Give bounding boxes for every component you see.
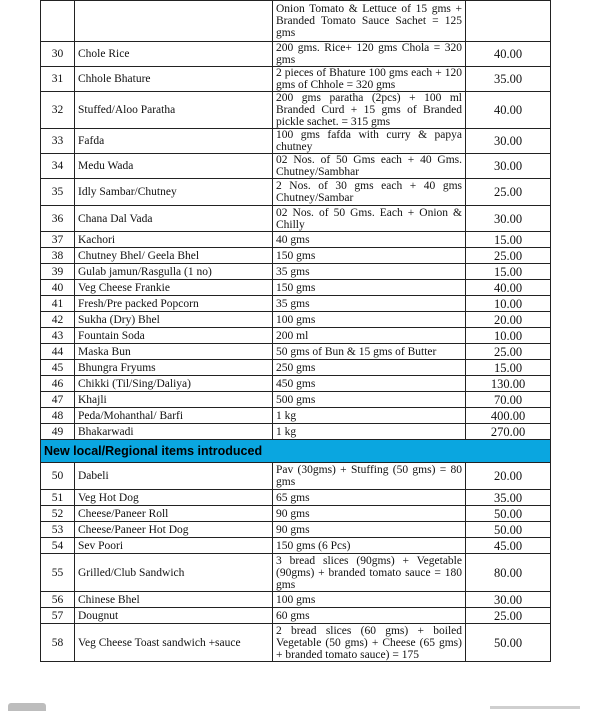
table-row [41, 280, 551, 296]
serial-cell: 38 [41, 248, 75, 264]
quantity-cell: 150 gms [273, 248, 466, 264]
item-cell: Chana Dal Vada [75, 206, 273, 232]
serial-cell: 36 [41, 206, 75, 232]
table-row [41, 179, 551, 206]
item-cell: Sev Poori [75, 538, 273, 554]
quantity-cell: 2 Nos. of 30 gms each + 40 gms Chutney/Sambar [273, 179, 466, 206]
item-cell: Maska Bun [75, 344, 273, 360]
serial-cell: 43 [41, 328, 75, 344]
quantity-cell: 02 Nos. of 50 Gms. Each + Onion & Chilly [273, 206, 466, 232]
price-cell: 130.00 [466, 376, 551, 392]
table-row [41, 232, 551, 248]
serial-cell: 37 [41, 232, 75, 248]
serial-cell: 33 [41, 129, 75, 154]
item-cell: Kachori [75, 232, 273, 248]
price-cell: 50.00 [466, 624, 551, 662]
table-row [41, 360, 551, 376]
price-cell: 20.00 [466, 312, 551, 328]
section-header [41, 440, 551, 463]
table-row [41, 554, 551, 592]
item-cell: Dabeli [75, 463, 273, 490]
item-cell: Chole Rice [75, 42, 273, 67]
serial-cell: 30 [41, 42, 75, 67]
serial-cell: 57 [41, 608, 75, 624]
serial-cell: 40 [41, 280, 75, 296]
serial-cell: 56 [41, 592, 75, 608]
price-cell: 35.00 [466, 490, 551, 506]
serial-cell: 39 [41, 264, 75, 280]
serial-cell: 52 [41, 506, 75, 522]
quantity-cell: 90 gms [273, 522, 466, 538]
serial-cell: 47 [41, 392, 75, 408]
item-cell: Stuffed/Aloo Paratha [75, 92, 273, 129]
serial-cell: 53 [41, 522, 75, 538]
quantity-cell: 200 ml [273, 328, 466, 344]
quantity-cell: 150 gms [273, 280, 466, 296]
serial-cell: 35 [41, 179, 75, 206]
quantity-cell: Onion Tomato & Lettuce of 15 gms + Branded Tomato Sauce Sachet = 125 gms [273, 1, 466, 42]
serial-cell: 55 [41, 554, 75, 592]
price-cell: 25.00 [466, 248, 551, 264]
page-corner-mark [8, 703, 46, 711]
serial-cell: 31 [41, 67, 75, 92]
price-cell: 30.00 [466, 129, 551, 154]
quantity-cell: 1 kg [273, 424, 466, 440]
quantity-cell: 450 gms [273, 376, 466, 392]
serial-cell: 34 [41, 154, 75, 179]
table-row [41, 154, 551, 179]
serial-cell: 58 [41, 624, 75, 662]
item-cell: Medu Wada [75, 154, 273, 179]
item-cell: Chikki (Til/Sing/Daliya) [75, 376, 273, 392]
table-row [41, 624, 551, 662]
table-row [41, 312, 551, 328]
item-cell: Bhungra Fryums [75, 360, 273, 376]
price-cell: 25.00 [466, 344, 551, 360]
serial-cell [41, 1, 75, 42]
quantity-cell: 2 pieces of Bhature 100 gms each + 120 gms of Chhole = 320 gms [273, 67, 466, 92]
price-cell: 15.00 [466, 264, 551, 280]
table-row [41, 206, 551, 232]
item-cell: Veg Cheese Toast sandwich +sauce [75, 624, 273, 662]
table-row [41, 67, 551, 92]
price-cell: 35.00 [466, 67, 551, 92]
quantity-cell: 40 gms [273, 232, 466, 248]
quantity-cell: 65 gms [273, 490, 466, 506]
table-row [41, 296, 551, 312]
price-cell: 70.00 [466, 392, 551, 408]
price-cell: 400.00 [466, 408, 551, 424]
quantity-cell: 100 gms fafda with curry & papya chutney [273, 129, 466, 154]
section-title: New local/Regional items introduced [41, 440, 551, 463]
quantity-cell: 250 gms [273, 360, 466, 376]
price-cell: 40.00 [466, 92, 551, 129]
item-cell: Chinese Bhel [75, 592, 273, 608]
table-row [41, 344, 551, 360]
table-row [41, 92, 551, 129]
item-cell: Idly Sambar/Chutney [75, 179, 273, 206]
item-cell: Gulab jamun/Rasgulla (1 no) [75, 264, 273, 280]
quantity-cell: 1 kg [273, 408, 466, 424]
item-cell: Fafda [75, 129, 273, 154]
table-row [41, 42, 551, 67]
item-cell: Sukha (Dry) Bhel [75, 312, 273, 328]
quantity-cell: 02 Nos. of 50 Gms each + 40 Gms. Chutney/Sambhar [273, 154, 466, 179]
serial-cell: 48 [41, 408, 75, 424]
table-row [41, 490, 551, 506]
items-table-body [41, 1, 551, 440]
table-row [41, 248, 551, 264]
price-cell: 45.00 [466, 538, 551, 554]
price-cell: 10.00 [466, 328, 551, 344]
quantity-cell: 150 gms (6 Pcs) [273, 538, 466, 554]
price-cell: 40.00 [466, 42, 551, 67]
item-cell: Chutney Bhel/ Geela Bhel [75, 248, 273, 264]
item-cell: Bhakarwadi [75, 424, 273, 440]
menu-price-table [40, 0, 551, 662]
item-cell: Veg Cheese Frankie [75, 280, 273, 296]
price-cell: 50.00 [466, 506, 551, 522]
quantity-cell: 90 gms [273, 506, 466, 522]
quantity-cell: 2 bread slices (60 gms) + boiled Vegetable (50 gms) + Cheese (65 gms) + branded tomato sauce) = 175 [273, 624, 466, 662]
table-row [41, 463, 551, 490]
item-cell: Peda/Mohanthal/ Barfi [75, 408, 273, 424]
serial-cell: 44 [41, 344, 75, 360]
quantity-cell: 200 gms paratha (2pcs) + 100 ml Branded Curd + 15 gms of Branded pickle sachet. = 315 gms [273, 92, 466, 129]
page-footer-smudge [490, 706, 580, 709]
price-cell: 25.00 [466, 608, 551, 624]
quantity-cell: 35 gms [273, 296, 466, 312]
table-row [41, 506, 551, 522]
price-cell: 30.00 [466, 206, 551, 232]
table-row [41, 1, 551, 42]
table-row [41, 264, 551, 280]
new-items-table-body [41, 463, 551, 662]
serial-cell: 54 [41, 538, 75, 554]
price-cell: 25.00 [466, 179, 551, 206]
price-cell: 20.00 [466, 463, 551, 490]
quantity-cell: 100 gms [273, 592, 466, 608]
quantity-cell: 200 gms. Rice+ 120 gms Chola = 320 gms [273, 42, 466, 67]
serial-cell: 51 [41, 490, 75, 506]
table-row [41, 376, 551, 392]
quantity-cell: 3 bread slices (90gms) + Vegetable (90gms) + branded tomato sauce = 180 gms [273, 554, 466, 592]
price-cell: 30.00 [466, 154, 551, 179]
serial-cell: 42 [41, 312, 75, 328]
item-cell: Cheese/Paneer Roll [75, 506, 273, 522]
quantity-cell: 100 gms [273, 312, 466, 328]
serial-cell: 49 [41, 424, 75, 440]
section-row [41, 440, 551, 463]
serial-cell: 50 [41, 463, 75, 490]
quantity-cell: 500 gms [273, 392, 466, 408]
table-row [41, 408, 551, 424]
item-cell: Dougnut [75, 608, 273, 624]
item-cell: Fresh/Pre packed Popcorn [75, 296, 273, 312]
table-row [41, 538, 551, 554]
quantity-cell: Pav (30gms) + Stuffing (50 gms) = 80 gms [273, 463, 466, 490]
item-cell: Cheese/Paneer Hot Dog [75, 522, 273, 538]
price-cell [466, 1, 551, 42]
price-cell: 15.00 [466, 232, 551, 248]
serial-cell: 46 [41, 376, 75, 392]
price-cell: 40.00 [466, 280, 551, 296]
table-row [41, 522, 551, 538]
price-cell: 270.00 [466, 424, 551, 440]
price-cell: 80.00 [466, 554, 551, 592]
item-cell: Chhole Bhature [75, 67, 273, 92]
item-cell [75, 1, 273, 42]
item-cell: Khajli [75, 392, 273, 408]
table-row [41, 392, 551, 408]
quantity-cell: 60 gms [273, 608, 466, 624]
table-row [41, 592, 551, 608]
price-cell: 30.00 [466, 592, 551, 608]
price-cell: 15.00 [466, 360, 551, 376]
quantity-cell: 35 gms [273, 264, 466, 280]
serial-cell: 32 [41, 92, 75, 129]
serial-cell: 41 [41, 296, 75, 312]
table-row [41, 424, 551, 440]
table-row [41, 129, 551, 154]
table-row [41, 328, 551, 344]
price-cell: 50.00 [466, 522, 551, 538]
item-cell: Grilled/Club Sandwich [75, 554, 273, 592]
item-cell: Fountain Soda [75, 328, 273, 344]
serial-cell: 45 [41, 360, 75, 376]
quantity-cell: 50 gms of Bun & 15 gms of Butter [273, 344, 466, 360]
table-row [41, 608, 551, 624]
item-cell: Veg Hot Dog [75, 490, 273, 506]
price-cell: 10.00 [466, 296, 551, 312]
